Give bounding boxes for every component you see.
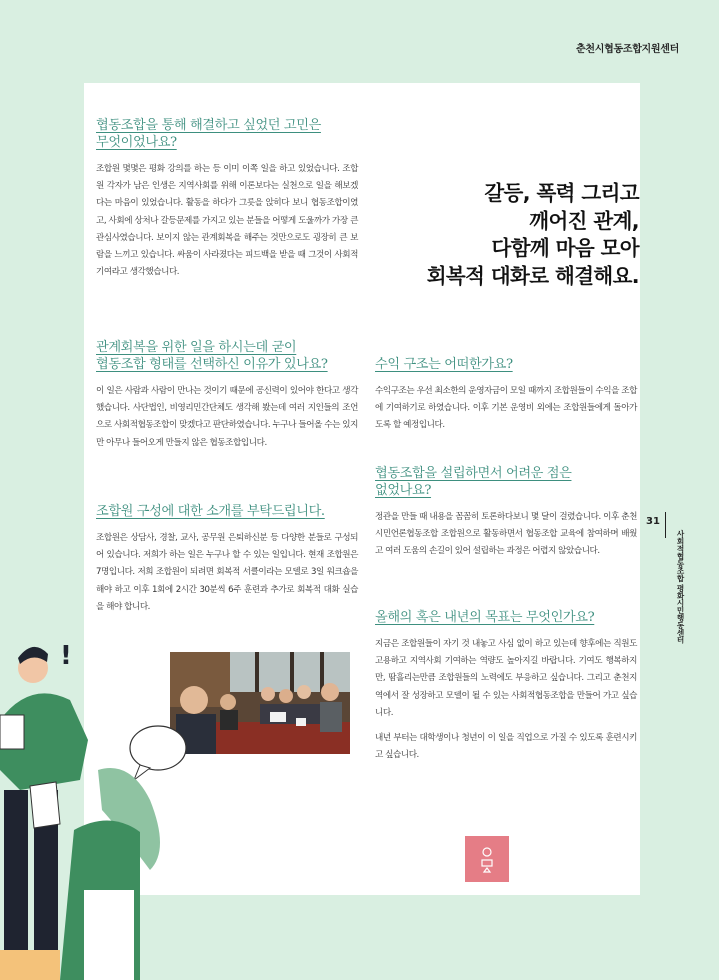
section-answer: 조합원은 상담사, 경찰, 교사, 공무원 은퇴하신분 등 다양한 분들로 구성되어 있습니다. 저희가 하는 일은 누구나 할 수 있는 일입니다. 현재 조합원은 7명입니다. 저희 조합원이 되려면 회복적 서클이라는 모델로 3일 워크숍을 해야 하고 이후 1회에 2시간 30분씩 6주 훈련과 추가로 회복적 대화 실습을 해야 합니다.	[96, 533, 358, 612]
page-number: 31	[646, 516, 660, 527]
logo-icon	[465, 836, 509, 882]
svg-text:!: !	[60, 641, 72, 671]
margin-divider	[665, 512, 666, 538]
people-illustration	[0, 620, 190, 980]
section-question: 수익 구조는 어떠한가요?	[375, 357, 513, 372]
section-question: 협동조합을 통해 해결하고 싶었던 고민은 무엇이었나요?	[96, 118, 321, 150]
section-answer: 이 일은 사람과 사람이 만나는 것이기 때문에 공신력이 있어야 한다고 생각했습니다. 사단법인, 비영리민간단체도 생각해 봤는데 여러 지인들의 조언으로 사회적협동조합이 맞겠다고 판단하였습니다. 누구나 들어올 수는 있지만 아무나 들어오게 만들지 않은 협동조합입니다.	[96, 386, 358, 448]
left-section-3	[96, 503, 358, 624]
org-name: 춘천시협동조합지원센터	[576, 44, 679, 55]
right-section-3	[375, 609, 637, 772]
section-question: 협동조합을 설립하면서 어려운 점은 없었나요?	[375, 466, 572, 498]
section-answer: 조합원 몇몇은 평화 강의를 하는 등 이미 이쪽 일을 하고 있었습니다. 조합원 각자가 남은 인생은 지역사회를 위해 이론보다는 실천으로 일을 해보겠다는 마음이 있었습니다. 활동을 하다가 그릇을 앉히다 보니 협동조합이였고, 사회에 상처나 갈등문제를 가지고 있는 분들을 어떻게 도울까가 가장 큰 관심사였습니다. 보이지 않는 관계회복을 해주는 것만으로도 굉장히 큰 보람을 느끼고 있습니다. 싸움이 사라졌다는 피드백을 받을 때 그것이 사회적기여라고 생각했습니다.	[96, 164, 358, 278]
section-question: 조합원 구성에 대한 소개를 부탁드립니다.	[96, 504, 325, 519]
section-answer-extra: 내년 부터는 대학생이나 청년이 이 일을 직업으로 가질 수 있도록 훈련시키고 싶습니다.	[375, 733, 637, 761]
section-answer: 지금은 조합원들이 자기 것 내놓고 사심 없이 하고 있는데 향후에는 직원도 고용하고 지역사회 기여하는 역량도 높아지길 바랍니다. 기여도 행복하지만, 땀흘리는만큼 조합원들의 노력에도 부응하고 싶습니다. 그리고 춘천지역에서 잘 성장하고 모델이 될 수 있는 사회적협동조합을 만들어 가고 싶습니다.	[375, 639, 637, 718]
section-question: 올해의 혹은 내년의 목표는 무엇인가요?	[375, 610, 595, 625]
headline: 갈등, 폭력 그리고 깨어진 관계, 다함께 마음 모아 회복적 대화로 해결해요.	[426, 181, 639, 288]
pink-logo-box	[465, 836, 509, 882]
section-question: 관계회복을 위한 일을 하시는데 굳이 협동조합 형태를 선택하신 이유가 있나요?	[96, 340, 328, 372]
group-photo-scene	[170, 652, 350, 754]
group-photo	[170, 652, 350, 754]
left-section-1	[96, 117, 358, 289]
left-section-2	[96, 339, 358, 460]
section-answer: 수익구조는 우선 최소한의 운영자금이 모일 때까지 조합원들이 수익을 조합에 기여하기로 하였습니다. 이후 기본 운영비 외에는 조합원들에게 돌아가도록 할 예정입니다.	[375, 386, 637, 431]
section-answer: 정관을 만들 때 내용을 꼼꼼히 토론하다보니 몇 달이 걸렸습니다. 이후 춘천시민언론협동조합 조합원으로 활동하면서 협동조합 교육에 참여하며 배웠고 여러 도움의 손길이 있어 설립하는 과정은 어렵지 않았습니다.	[375, 512, 637, 557]
right-section-1	[375, 356, 637, 443]
vertical-title: 사회적협동조합 평화시민행동센터	[676, 530, 685, 644]
right-section-2	[375, 465, 637, 569]
